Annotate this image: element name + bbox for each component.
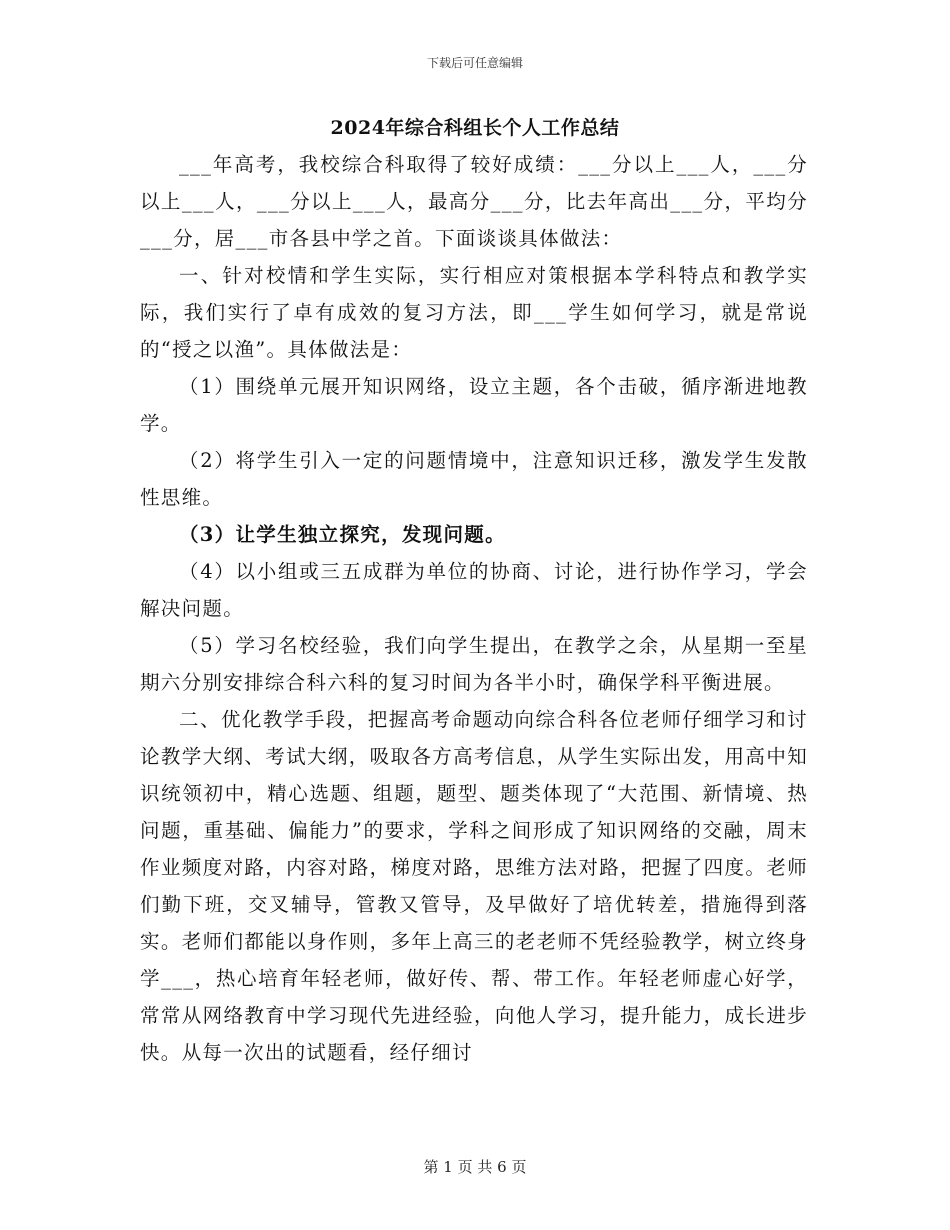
paragraph-item-3: （3）让学生独立探究，发现问题。 bbox=[179, 523, 506, 546]
paragraph-intro: ___年高考，我校综合科取得了较好成绩：___分以上___人，___分以上___人，___分以上___人，最高分___分，比去年高出___分，平均分___分，居___市各县中学之首。下面谈谈具体做法： bbox=[140, 153, 808, 250]
document-title: 2024年综合科组长个人工作总结 bbox=[330, 117, 620, 139]
document-body bbox=[140, 146, 808, 1071]
paragraph-item-2: （2）将学生引入一定的问题情境中，注意知识迁移，激发学生发散性思维。 bbox=[140, 449, 808, 509]
paragraph-item-1: （1）围绕单元展开知识网络，设立主题，各个击破，循序渐进地教学。 bbox=[140, 375, 808, 435]
paragraph-item-4: （4）以小组或三五成群为单位的协商、讨论，进行协作学习，学会解决问题。 bbox=[140, 560, 808, 620]
paragraph-item-5: （5）学习名校经验，我们向学生提出，在教学之余，从星期一至星期六分别安排综合科六科的复习时间为各半小时，确保学科平衡进展。 bbox=[140, 634, 808, 694]
paragraph-section-one: 一、针对校情和学生实际，实行相应对策根据本学科特点和教学实际，我们实行了卓有成效的复习方法，即___学生如何学习，就是常说的“授之以渔”。具体做法是： bbox=[140, 264, 808, 361]
paragraph-section-two: 二、优化教学手段，把握高考命题动向综合科各位老师仔细学习和讨论教学大纲、考试大纲，吸取各方高考信息，从学生实际出发，用高中知识统领初中，精心选题、组题，题型、题类体现了“大范围、新情境、热问题，重基础、偏能力”的要求，学科之间形成了知识网络的交融，周末作业频度对路，内容对路，梯度对路，思维方法对路，把握了四度。老师们勤下班，交叉辅导，管教又管导，及早做好了培优转差，措施得到落实。老师们都能以身作则，多年上高三的老老师不凭经验教学，树立终身学___，热心培育年轻老师，做好传、帮、带工作。年轻老师虚心好学，常常从网络教育中学习现代先进经验，向他人学习，提升能力，成长进步快。从每一次出的试题看，经仔细讨 bbox=[140, 708, 808, 1064]
header-note: 下载后可任意编辑 bbox=[426, 56, 523, 70]
page-number: 第 1 页 共 6 页 bbox=[423, 1158, 527, 1176]
